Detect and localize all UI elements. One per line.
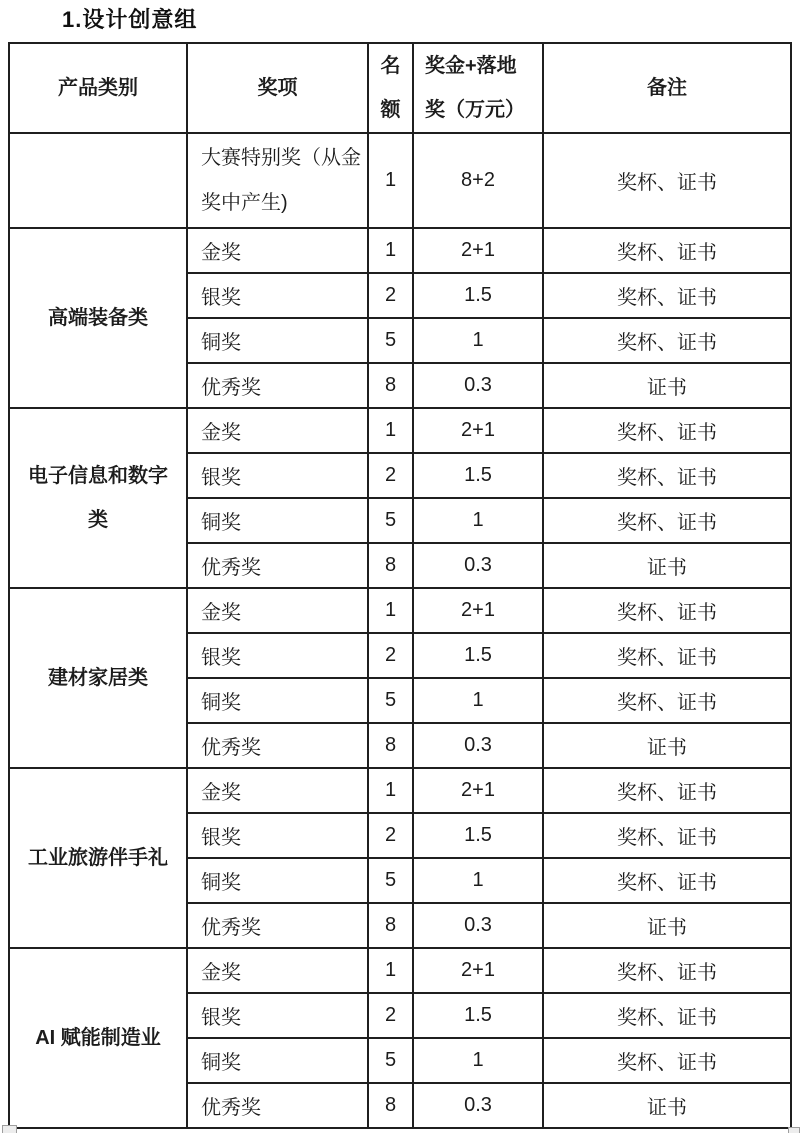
award-cell: 优秀奖 xyxy=(187,543,368,588)
remarks-cell: 奖杯、证书 xyxy=(543,768,791,813)
award-cell: 银奖 xyxy=(187,813,368,858)
table-body xyxy=(9,133,791,1128)
award-cell: 银奖 xyxy=(187,273,368,318)
quota-cell: 5 xyxy=(368,1038,413,1083)
remarks-cell: 奖杯、证书 xyxy=(543,948,791,993)
quota-cell: 8 xyxy=(368,363,413,408)
prize-cell: 0.3 xyxy=(413,723,543,768)
prize-cell: 1 xyxy=(413,1038,543,1083)
prize-cell: 0.3 xyxy=(413,1083,543,1128)
remarks-cell: 证书 xyxy=(543,363,791,408)
remarks-cell: 奖杯、证书 xyxy=(543,453,791,498)
quota-cell: 2 xyxy=(368,633,413,678)
remarks-cell: 奖杯、证书 xyxy=(543,633,791,678)
quota-cell: 1 xyxy=(368,133,413,228)
section-title: 1.设计创意组 xyxy=(62,7,198,32)
award-cell: 大赛特别奖（从金奖中产生) xyxy=(187,133,368,228)
category-cell: AI 赋能制造业 xyxy=(9,948,187,1128)
table-row xyxy=(9,948,791,993)
remarks-cell: 证书 xyxy=(543,723,791,768)
prize-cell: 2+1 xyxy=(413,768,543,813)
prize-cell: 1 xyxy=(413,318,543,363)
remarks-cell: 证书 xyxy=(543,903,791,948)
remarks-cell: 奖杯、证书 xyxy=(543,858,791,903)
award-cell: 优秀奖 xyxy=(187,723,368,768)
quota-cell: 2 xyxy=(368,453,413,498)
prize-cell: 1.5 xyxy=(413,273,543,318)
remarks-cell: 奖杯、证书 xyxy=(543,228,791,273)
quota-cell: 1 xyxy=(368,408,413,453)
prize-cell: 1 xyxy=(413,498,543,543)
table-row xyxy=(9,768,791,813)
quota-cell: 1 xyxy=(368,948,413,993)
remarks-cell: 奖杯、证书 xyxy=(543,678,791,723)
award-cell: 铜奖 xyxy=(187,678,368,723)
award-cell: 金奖 xyxy=(187,228,368,273)
award-cell: 铜奖 xyxy=(187,498,368,543)
remarks-cell: 奖杯、证书 xyxy=(543,133,791,228)
quota-cell: 8 xyxy=(368,543,413,588)
remarks-cell: 奖杯、证书 xyxy=(543,498,791,543)
quota-cell: 2 xyxy=(368,993,413,1038)
remarks-cell: 奖杯、证书 xyxy=(543,588,791,633)
award-table xyxy=(8,42,792,1129)
remarks-cell: 奖杯、证书 xyxy=(543,993,791,1038)
category-cell: 建材家居类 xyxy=(9,588,187,768)
table-resize-handle-right[interactable] xyxy=(788,1127,800,1133)
prize-cell: 1.5 xyxy=(413,453,543,498)
remarks-cell: 证书 xyxy=(543,1083,791,1128)
award-cell: 银奖 xyxy=(187,633,368,678)
award-cell: 银奖 xyxy=(187,453,368,498)
quota-cell: 8 xyxy=(368,903,413,948)
prize-cell: 1.5 xyxy=(413,633,543,678)
prize-cell: 2+1 xyxy=(413,588,543,633)
quota-cell: 5 xyxy=(368,318,413,363)
remarks-cell: 证书 xyxy=(543,543,791,588)
award-cell: 金奖 xyxy=(187,768,368,813)
quota-cell: 5 xyxy=(368,498,413,543)
quota-cell: 5 xyxy=(368,678,413,723)
prize-cell: 8+2 xyxy=(413,133,543,228)
header-category: 产品类别 xyxy=(9,43,187,133)
table-header-row xyxy=(9,43,791,133)
award-cell: 铜奖 xyxy=(187,318,368,363)
remarks-cell: 奖杯、证书 xyxy=(543,813,791,858)
prize-cell: 1.5 xyxy=(413,813,543,858)
remarks-cell: 奖杯、证书 xyxy=(543,408,791,453)
quota-cell: 1 xyxy=(368,228,413,273)
prize-cell: 0.3 xyxy=(413,363,543,408)
header-remarks: 备注 xyxy=(543,43,791,133)
award-cell: 优秀奖 xyxy=(187,363,368,408)
remarks-cell: 奖杯、证书 xyxy=(543,1038,791,1083)
prize-cell: 1.5 xyxy=(413,993,543,1038)
category-cell: 电子信息和数字类 xyxy=(9,408,187,588)
table-row-special xyxy=(9,133,791,228)
prize-cell: 1 xyxy=(413,858,543,903)
table-row xyxy=(9,228,791,273)
prize-cell: 2+1 xyxy=(413,228,543,273)
category-cell: 工业旅游伴手礼 xyxy=(9,768,187,948)
remarks-cell: 奖杯、证书 xyxy=(543,273,791,318)
quota-cell: 2 xyxy=(368,273,413,318)
award-cell: 优秀奖 xyxy=(187,1083,368,1128)
category-cell: 高端装备类 xyxy=(9,228,187,408)
table-row xyxy=(9,588,791,633)
award-cell: 金奖 xyxy=(187,948,368,993)
quota-cell: 5 xyxy=(368,858,413,903)
prize-cell: 2+1 xyxy=(413,408,543,453)
prize-cell: 2+1 xyxy=(413,948,543,993)
header-award: 奖项 xyxy=(187,43,368,133)
quota-cell: 1 xyxy=(368,768,413,813)
prize-cell: 0.3 xyxy=(413,903,543,948)
category-cell xyxy=(9,133,187,228)
award-cell: 金奖 xyxy=(187,588,368,633)
prize-cell: 1 xyxy=(413,678,543,723)
remarks-cell: 奖杯、证书 xyxy=(543,318,791,363)
award-cell: 铜奖 xyxy=(187,1038,368,1083)
header-prize: 奖金+落地奖（万元） xyxy=(413,43,543,133)
prize-cell: 0.3 xyxy=(413,543,543,588)
table-resize-handle-left[interactable] xyxy=(2,1125,17,1133)
quota-cell: 8 xyxy=(368,1083,413,1128)
quota-cell: 8 xyxy=(368,723,413,768)
award-cell: 优秀奖 xyxy=(187,903,368,948)
award-cell: 金奖 xyxy=(187,408,368,453)
quota-cell: 2 xyxy=(368,813,413,858)
award-cell: 铜奖 xyxy=(187,858,368,903)
table-row xyxy=(9,408,791,453)
award-cell: 银奖 xyxy=(187,993,368,1038)
quota-cell: 1 xyxy=(368,588,413,633)
header-quota: 名额 xyxy=(368,43,413,133)
